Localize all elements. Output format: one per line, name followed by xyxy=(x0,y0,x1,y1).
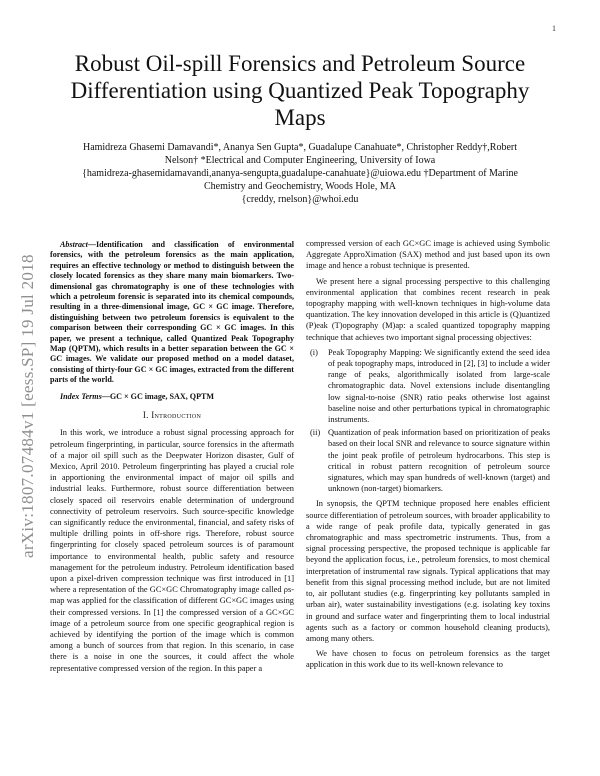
list-item-text: Peak Topography Mapping: We significantly extend the seed idea of peak topography maps, introduced in [2], [3] to include a wider range of peaks, algorithmically isolated from large-scale chromatographic data. Novel extensions include disentangling low signal-to-noise (SNR) ratio peaks otherwise lost against baseline noise and other perturbations typical in chromatographic instruments. xyxy=(328,347,550,425)
author-line: Nelson† *Electrical and Computer Engineering, University of Iowa xyxy=(164,155,436,166)
body-paragraph: In synopsis, the QPTM technique proposed here enables efficient source differentiation of petroleum sources, with broader applicability to a wide range of peak profile data, typically generated in gas chromatographic and mass spectrometric instruments. Thus, from a signal processing perspective, the proposed technique is applicable far beyond the application focus, i.e., petroleum forensics, to most chemical interpretation of instrumental raw signals. Typical applications that may benefit from this signal processing method include, but are not limited to, air pollutant studies (e.g. fingerprinting key pollutants sampled in urban air), water sustainability investigations (e.g. isolating key toxins in ground and surface water and fingerprinting them to local industrial agents such as a factory or common household cleaning products), among many others. xyxy=(306,499,550,643)
author-line: {hamidreza-ghasemidamavandi,ananya-sengupta,guadalupe-canahuate}@uiowa.edu †Department of Marine xyxy=(82,168,518,179)
title-line: Differentiation using Quantized Peak Topography xyxy=(70,78,530,103)
list-marker: (ii) xyxy=(310,428,321,438)
paper-title xyxy=(40,50,560,131)
objectives-list xyxy=(306,347,550,495)
body-paragraph: compressed version of each GC×GC image is achieved using Symbolic Aggregate ApproXimation (SAX) method and just based upon its own image and hence a robust technique is presented. xyxy=(306,239,550,271)
author-line: Chemistry and Geochemistry, Woods Hole, MA xyxy=(204,181,396,192)
abstract xyxy=(50,240,294,386)
section-heading-introduction: I. Introduction xyxy=(142,410,202,421)
index-terms xyxy=(50,392,294,402)
author-line: Hamidreza Ghasemi Damavandi*, Ananya Sen Gupta*, Guadalupe Canahuate*, Christopher Reddy†,Robert xyxy=(82,142,518,153)
list-item xyxy=(306,427,550,494)
intro-paragraph: In this work, we introduce a robust signal processing approach for petroleum fingerprinting, in particular, source forensics in the aftermath of a major oil spill such as the Deepwater Horizon disaster, Gulf of Mexico, April 2010. Petroleum fingerprinting has played a crucial role in apportioning the environmental impact of major oil spills and industrial leaks. Furthermore, robust source differentiation between closely spaced oil reservoirs enable determination of underground connectivity of petroleum reservoirs. Such source-specific knowledge can significantly reduce the environmental, financial, and safety risks of multiple drilling points in off-shore rigs. Therefore, robust source fingerprinting for closely spaced petroleum sources is of paramount importance to environmental health, public safety and resource management for the petroleum industry. Petroleum identification based upon a pixel-driven compression technique was first introduced in [1] where a representation of the GC×GC Chromatography image called ρs-map was applied for the classification of different GC×GC images using their compressed versions. In [1] the compressed version of a GC×GC image of a petroleum source from one specific geographical region is achieved by identifying the portion of the image which is common among a bunch of sources from that region. In this scenario, in case there is a noise in one the sources, it could affect the whole representative compressed version of the region. In this paper a xyxy=(50,428,294,673)
abstract-text: Identification and classification of environmental forensics, with the petroleum forensics as the main application, requires an effective technology or method to distinguish between the closely located forensics as they share many main biomarkers. Two-dimensional gas chromatography is one of these technologies with which a petroleum forensic is separated into its chemical compounds, resulting in a three-dimensional image, GC × GC image. Therefore, distinguishing between two petroleum forensics is equivalent to the comparison between their corresponding GC × GC images. In this paper, we present a technique, called Quantized Peak Topography Map (QPTM), which results in a better separation between the GC × GC images. We validate our proposed method on a model dataset, consisting of thirty-four GC × GC images, extracted from the different parts of the world. xyxy=(50,240,294,385)
list-item-text: Quantization of peak information based on prioritization of peaks based on their local SNR and relevance to source signature within the joint peak profile of petroleum hydrocarbons. This step is critical in robust pattern recognition of petroleum source signatures, which may span hundreds of well-known (target) and unknown (non-target) biomarkers. xyxy=(328,428,550,494)
page-number: 1 xyxy=(552,24,556,33)
title-line: Maps xyxy=(274,105,326,130)
list-marker: (i) xyxy=(310,347,318,357)
author-block xyxy=(40,141,560,206)
list-item xyxy=(306,347,550,425)
body-paragraph: We have chosen to focus on petroleum forensics as the target application in this work due to its well-known relevance to xyxy=(306,649,550,670)
abstract-label: Abstract— xyxy=(60,240,96,249)
right-column xyxy=(306,238,550,675)
title-line: Robust Oil-spill Forensics and Petroleum Source xyxy=(74,51,526,76)
author-line: {creddy, rnelson}@whoi.edu xyxy=(241,194,359,205)
left-column xyxy=(50,240,294,678)
paper-header xyxy=(40,50,560,206)
arxiv-identifier-stamp: arXiv:1807.07484v1 [eess.SP] 19 Jul 2018 xyxy=(18,254,37,558)
index-terms-label: Index Terms— xyxy=(60,391,110,401)
index-terms-text: GC × GC image, SAX, QPTM xyxy=(109,391,215,401)
body-paragraph: We present here a signal processing perspective to this challenging environmental application that combines recent research in peak topography mapping with well-known techniques in high-volume data quantization. The key innovation developed in this article is (Q)uantized (P)eak (T)opography (M)ap: a scaled quantized topography mapping technique that achieves two important signal processing objectives: xyxy=(306,276,550,342)
